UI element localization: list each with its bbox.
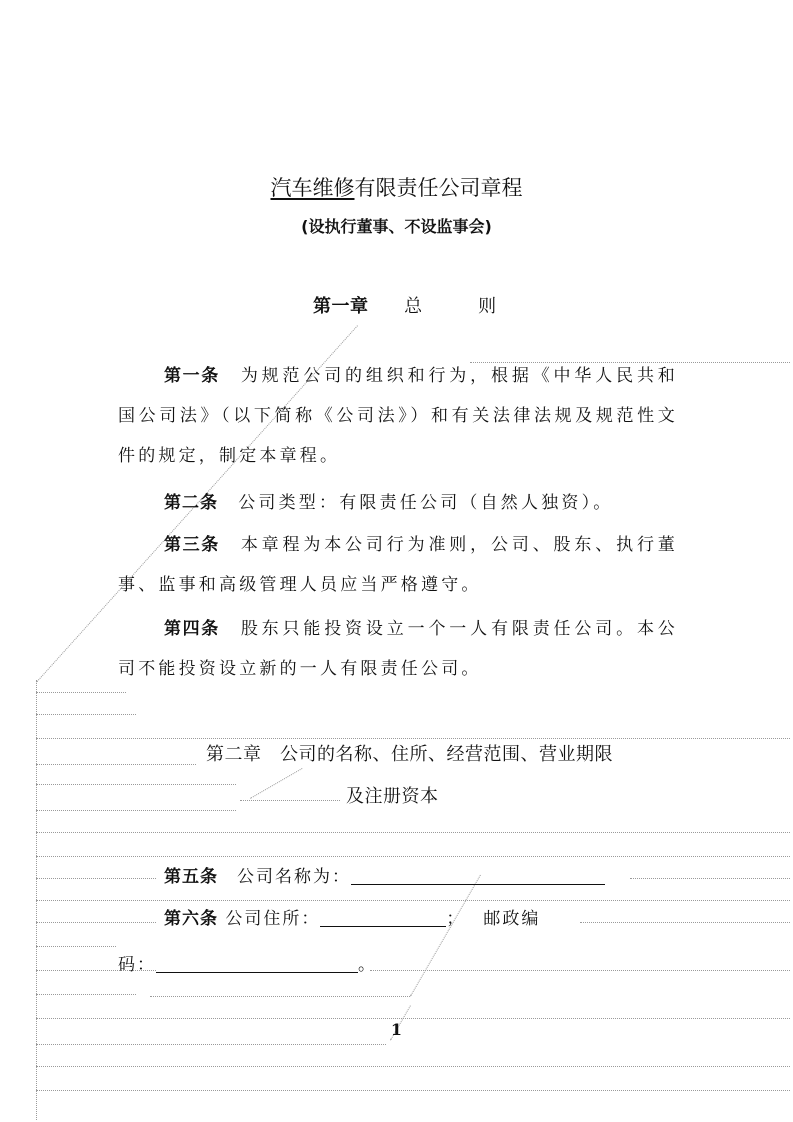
- dotted-guide: [36, 878, 156, 879]
- dotted-guide: [36, 1066, 790, 1067]
- article-number: 第六条: [164, 909, 218, 929]
- dotted-guide: [36, 832, 790, 833]
- chapter-1-heading: [313, 292, 497, 318]
- dotted-guide: [36, 764, 196, 765]
- article-text: 本章程为本公司行为准则，公司、股东、执行董事、监事和高级管理人员应当严格遵守。: [118, 535, 679, 595]
- article-number: 第三条: [164, 535, 220, 555]
- dotted-guide: [36, 714, 136, 715]
- company-name-placeholder: 汽车维修: [270, 176, 355, 200]
- article-3: [118, 525, 678, 605]
- postal-code-label: 邮政编: [483, 909, 541, 929]
- dotted-guide: [36, 994, 136, 995]
- address-blank: [320, 908, 446, 927]
- dotted-guide: [36, 946, 116, 947]
- document-title: [0, 172, 793, 202]
- dotted-guide: [240, 800, 340, 801]
- dotted-guide: [150, 996, 410, 997]
- postal-code-blank: [156, 954, 358, 973]
- title-rest: 有限责任公司章程: [354, 176, 523, 200]
- dotted-guide: [36, 680, 37, 1120]
- article-number: 第四条: [164, 619, 220, 639]
- chapter-1-word2: 则: [478, 296, 497, 317]
- company-name-blank: [351, 866, 605, 885]
- article-text: 股东只能投资设立一个一人有限责任公司。本公司不能投资设立新的一人有限责任公司。: [118, 619, 679, 679]
- semicolon: ；: [446, 909, 466, 929]
- article-4: [118, 609, 678, 689]
- dotted-guide: [36, 738, 790, 739]
- page-number: 1: [390, 1020, 403, 1039]
- postal-code-label-cont: 码：: [118, 955, 156, 975]
- chapter-1-label: 第一章: [313, 296, 369, 317]
- chapter-1-word1: 总: [404, 296, 423, 317]
- article-1: [118, 356, 678, 476]
- article-number: 第二条: [164, 493, 218, 513]
- article-5: [164, 857, 664, 897]
- article-text: 为规范公司的组织和行为，根据《中华人民共和国公司法》（以下简称《公司法》）和有关法律法规及规范性文件的规定，制定本章程。: [118, 366, 679, 466]
- chapter-2-heading-line1: 第二章 公司的名称、住所、经营范围、营业期限: [206, 744, 613, 765]
- article-number: 第五条: [164, 867, 218, 887]
- dotted-guide: [36, 1044, 386, 1045]
- dotted-guide: [36, 810, 236, 811]
- period: 。: [358, 955, 377, 975]
- dotted-guide: [36, 692, 126, 693]
- chapter-2-heading-line2: 及注册资本: [346, 786, 439, 807]
- article-6-line1: [164, 899, 664, 939]
- dotted-guide: [250, 768, 302, 799]
- dotted-guide: [36, 1018, 790, 1019]
- article-text: 公司住所：: [225, 909, 321, 929]
- article-text: 公司类型：有限责任公司（自然人独资）。: [238, 493, 614, 513]
- dotted-guide: [36, 922, 156, 923]
- article-6-line2: [118, 945, 678, 985]
- article-text: 公司名称为：: [237, 867, 351, 887]
- article-2: [118, 483, 678, 523]
- article-number: 第一条: [164, 366, 220, 386]
- document-subtitle: (设执行董事、不设监事会): [301, 217, 492, 236]
- dotted-guide: [36, 1090, 790, 1091]
- dotted-guide: [36, 784, 236, 785]
